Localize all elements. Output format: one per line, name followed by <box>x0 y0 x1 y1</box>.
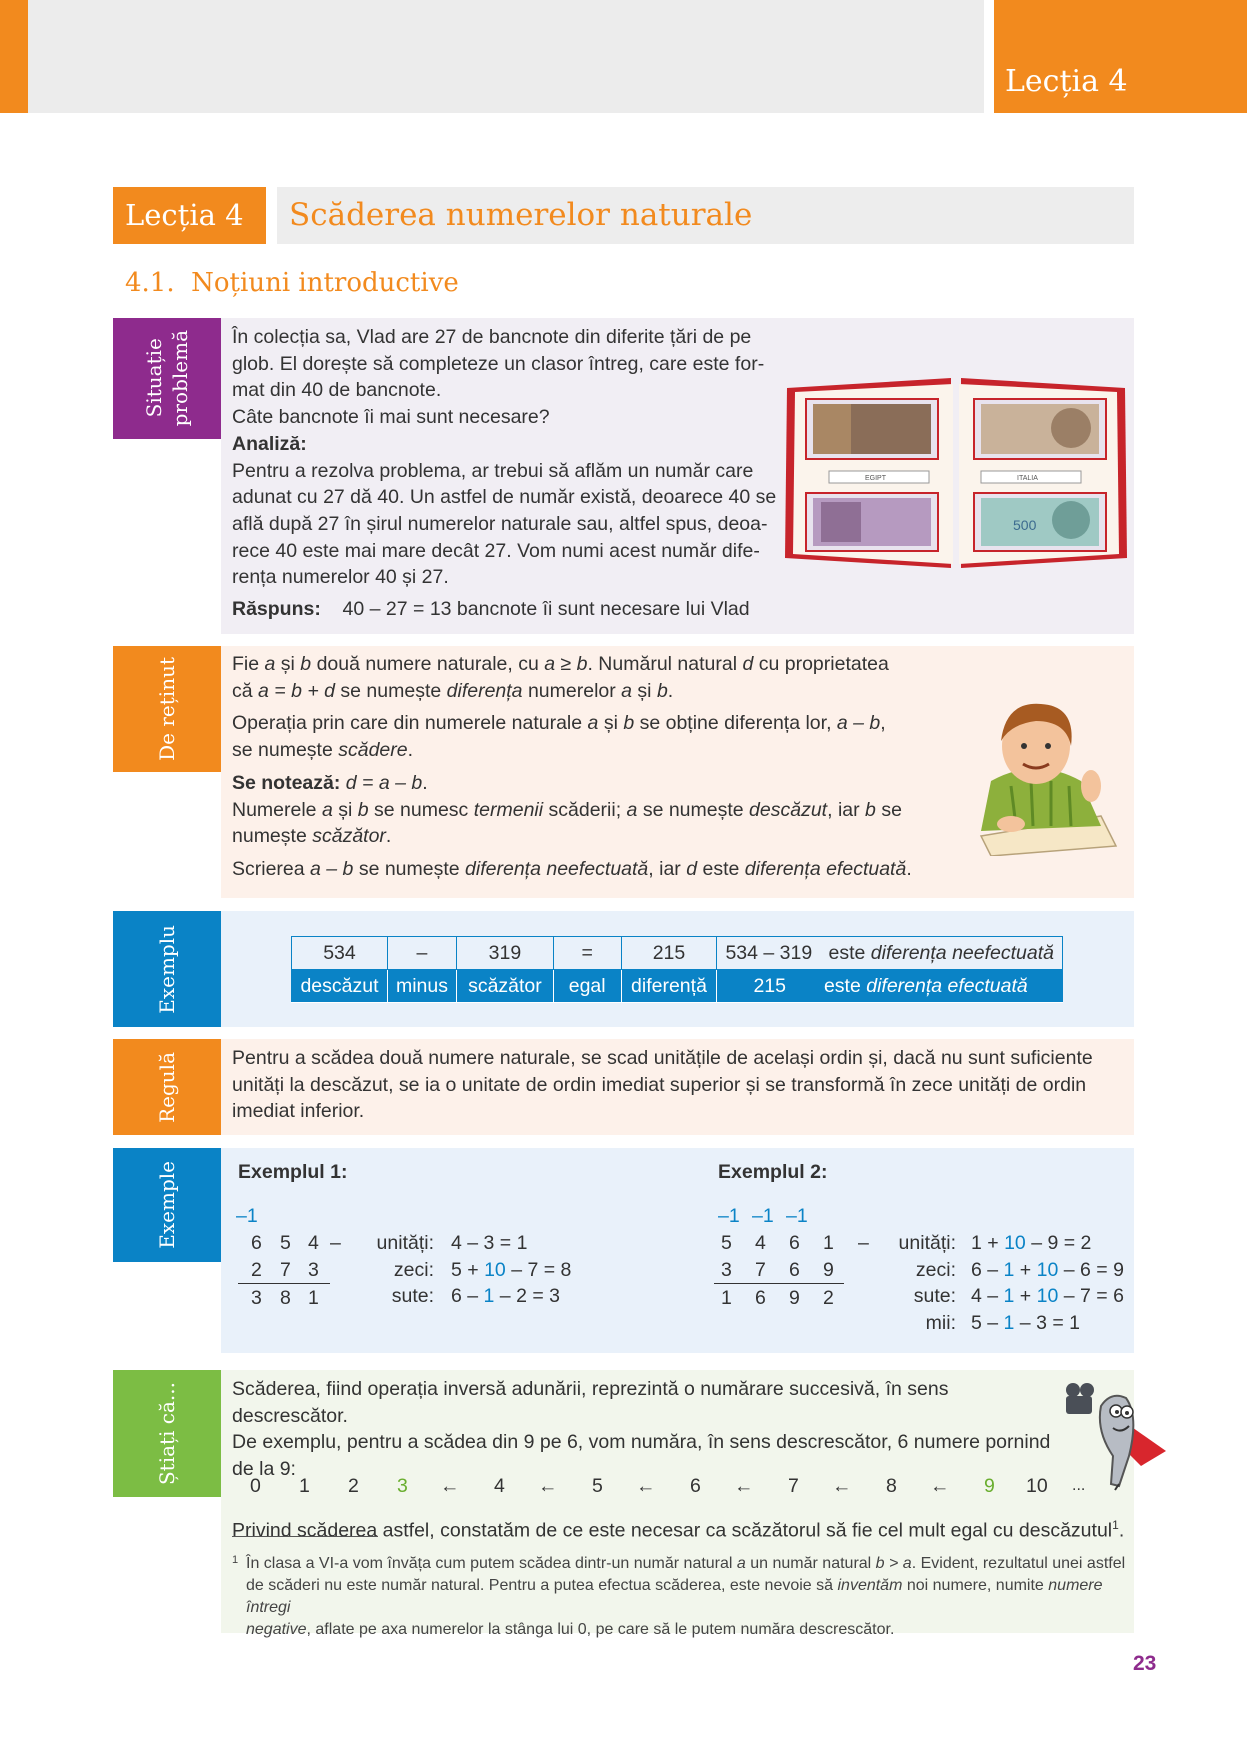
analiza-label: Analiză: <box>232 432 307 455</box>
regula-text: Pentru a scădea două numere naturale, se scad unitățile de același ordin și, dacă nu sunt suficiente unități la descăzut, se ia o unitate de ordin imediat superior și se transformă în zece unități de ordin imediat inferior. <box>232 1047 1093 1123</box>
tab-stiati-ca: Știați că... <box>113 1370 221 1497</box>
section-title: Noțiuni introductive <box>191 268 459 298</box>
situatie-text: În colecția sa, Vlad are 27 de bancnote din diferite țări de pe glob. El dorește să completeze un clasor întreg, care este for- mat din 40 de bancnote. Câte bancnote îi mai sunt necesare? Analiză: Pentru a rezolva problema, ar trebui să aflăm un număr care adunat cu 27 dă 40. Un astfel de număr există, deoarece 40 se află după 27 în șirul numerelor naturale sau, altfel spus, deoa- rece 40 este mai mare decât 27. Vom numi acest număr dife- rența numerelor 40 și 27. Răspuns: 40 – 27 = 13 bancnote îi sunt necesare lui Vlad <box>232 324 792 623</box>
situatie-panel <box>221 318 1134 634</box>
example2-labels: unități: zeci: sute: mii: <box>898 1232 956 1335</box>
example2-title: Exemplul 2: <box>718 1161 828 1183</box>
stiati-text: Scăderea, fiind operația inversă adunării, reprezintă o numărare succesivă, în sens descrescător. De exemplu, pentru a scădea din 9 pe 6, vom număra, în sens descrescător, 6 numere pornind de la 9: <box>232 1378 1051 1481</box>
example-row-values: 534 – 319 = 215 534 – 319 este diferența neefectuată <box>292 937 1063 970</box>
stiati-conclusion: Privind scăderea astfel, constatăm de ce este necesar ca scăzătorul să fie cel mult egal cu descăzutul$^1$. <box>232 1518 1125 1542</box>
example1-subtrahend: 2 7 3 <box>238 1257 330 1284</box>
header-bar <box>28 0 984 113</box>
album-label-egipt: EGIPT <box>865 475 887 482</box>
album-label-italia: ITALIA <box>1017 475 1038 482</box>
regula-panel <box>221 1039 1134 1135</box>
section-number: 4.1. <box>125 268 175 298</box>
footnote: 1 În clasa a VI-a vom învăța cum putem scădea dintr-un număr natural a un număr natural b > a. Evident, rezultatul unei astfel de scăderi nu este număr natural. Pentru a putea efectua scăderea, este nevoie să inventăm noi numere, numite numere întregi negative, aflate pe axa numerelor la stânga lui 0, pe care să le putem număra descrescător. <box>232 1554 1126 1638</box>
counting-sequence: 0 1 2 3 ← 4 ← 5 ← 6 ← 7 ← 8 ← 9 10 ... <box>250 1475 1086 1497</box>
example1-title: Exemplul 1: <box>238 1161 348 1183</box>
tab-regula: Regulă <box>113 1039 221 1135</box>
exemplu-panel <box>221 911 1134 1027</box>
exemple-panel: Exemplul 1: –1 6 5 4 – 2 7 3 3 8 1 unități: zeci: sute: 4 – 3 = 1 5 + 10 – 7 = 8 6 – 1 – 2 = 3 Exemplul 2: –1 –1 –1 5 4 6 1 – 3 7 6 9 1 6 9 2 unități: zeci: sute: mii: 1 + 10 – 9 = 2 6 – 1 + 10 – 6 = 9 4 – 1 + 10 – 7 = 6 5 – 1 – 3 = 1 <box>221 1148 1134 1353</box>
retinut-panel <box>221 646 1134 898</box>
header-lesson-label: Lecția 4 <box>1005 64 1128 99</box>
lesson-number: Lecția 4 <box>113 187 266 244</box>
example1-labels: unități: zeci: sute: <box>376 1232 434 1308</box>
example-table <box>291 936 1063 1003</box>
example2-subtrahend: 3 7 6 9 <box>714 1257 844 1284</box>
retinut-text: Fie a și b două numere naturale, cu a ≥ b. Numărul natural d cu proprietatea că a = b + d se numește diferența numerelor a și b. Operația prin care din numerele naturale a și b se obține diferența lor, a – b, se numește scădere. Se notează: d = a – b. Numerele a și b se numesc termenii scăderii; a se numește descăzut, iar b se numește scăzător. Scrierea a – b se numește diferența neefectuată, iar d este diferența efectuată. <box>232 653 912 880</box>
tab-exemplu: Exemplu <box>113 911 221 1027</box>
banknote-album-illustration <box>781 368 1131 578</box>
tab-exemple: Exemple <box>113 1148 221 1262</box>
header-accent-left <box>0 0 28 113</box>
section-heading <box>125 268 459 298</box>
raspuns-line: Răspuns: 40 – 27 = 13 bancnote îi sunt necesare lui Vlad <box>232 598 750 621</box>
example1-borrow: –1 <box>236 1205 258 1227</box>
mascot-illustration <box>1061 1376 1171 1491</box>
tab-situatie-problema: Situație problemă <box>113 318 221 439</box>
stiati-panel <box>221 1370 1134 1638</box>
lesson-title: Scăderea numerelor naturale <box>277 187 1134 244</box>
page-number: 23 <box>1133 1652 1157 1675</box>
example1-steps: 4 – 3 = 1 5 + 10 – 7 = 8 6 – 1 – 2 = 3 <box>451 1232 572 1308</box>
boy-illustration <box>951 686 1123 856</box>
banknote-value: 500 <box>1013 517 1037 533</box>
example2-steps: 1 + 10 – 9 = 2 6 – 1 + 10 – 6 = 9 4 – 1 + 10 – 7 = 6 5 – 1 – 3 = 1 <box>971 1232 1124 1335</box>
footnote-divider <box>232 1536 378 1537</box>
example-row-names: descăzut minus scăzător egal diferență 215 este diferența efectuată <box>292 970 1063 1003</box>
tab-de-retinut: De reținut <box>113 646 221 772</box>
